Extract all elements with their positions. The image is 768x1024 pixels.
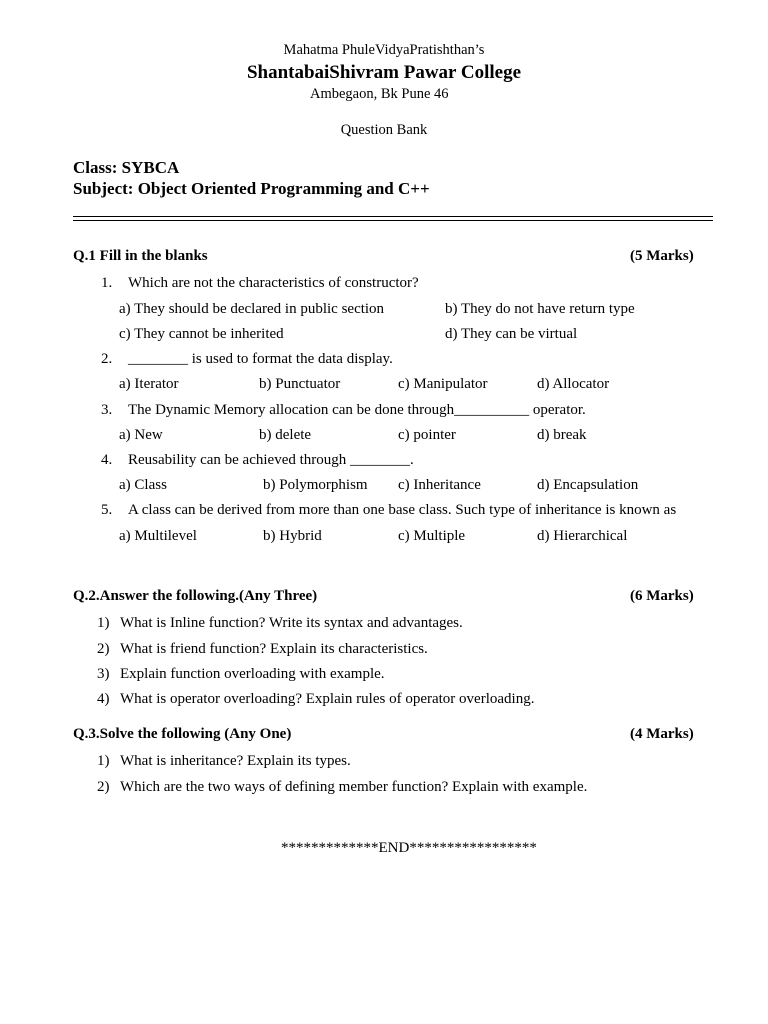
- q1-item-3-option-b: b) delete: [259, 427, 312, 443]
- q1-item-3-option-d: d) break: [537, 427, 587, 443]
- college-address: Ambegaon, Bk Pune 46: [310, 86, 449, 102]
- subject-line: Subject: Object Oriented Programming and C++: [73, 179, 430, 198]
- q1-item-4-text: Reusability can be achieved through ________.: [128, 452, 414, 468]
- q1-item-5-option-b: b) Hybrid: [263, 528, 322, 544]
- q1-item-2-number: 2.: [101, 351, 113, 367]
- q2-title: Q.2.Answer the following.(Any Three): [73, 588, 318, 604]
- header-rule-bottom: [73, 220, 713, 221]
- q1-item-1-text: Which are not the characteristics of constructor?: [128, 275, 419, 291]
- q1-item-3-option-c: c) pointer: [398, 427, 456, 443]
- q3-title: Q.3.Solve the following (Any One): [73, 726, 292, 742]
- q2-item-1-text: What is Inline function? Write its syntax and advantages.: [120, 615, 463, 631]
- q3-item-2-text: Which are the two ways of defining member function? Explain with example.: [120, 779, 588, 795]
- q3-marks: (4 Marks): [630, 726, 694, 742]
- q1-marks: (5 Marks): [630, 248, 694, 264]
- header-rule-top: [73, 216, 713, 217]
- q1-item-1-option-a: a) They should be declared in public section: [119, 301, 385, 317]
- document-type: Question Bank: [340, 122, 428, 138]
- q1-item-3-text: The Dynamic Memory allocation can be done through__________ operator.: [128, 402, 586, 418]
- q1-item-5-option-c: c) Multiple: [398, 528, 466, 544]
- q1-item-1-option-c: c) They cannot be inherited: [119, 326, 284, 342]
- q3-item-1-number: 1): [97, 753, 110, 769]
- q1-item-5-option-d: d) Hierarchical: [537, 528, 628, 544]
- q1-title: Q.1 Fill in the blanks: [73, 248, 208, 264]
- q1-item-3-option-a: a) New: [119, 427, 163, 443]
- q1-item-5-text: A class can be derived from more than one base class. Such type of inheritance is known as: [128, 502, 677, 518]
- q1-item-1-option-b: b) They do not have return type: [445, 301, 635, 317]
- trust-name: Mahatma PhuleVidyaPratishthan’s: [283, 42, 485, 58]
- q1-item-2-option-b: b) Punctuator: [259, 376, 341, 392]
- q2-item-2-text: What is friend function? Explain its characteristics.: [120, 641, 428, 657]
- q1-item-4-option-b: b) Polymorphism: [263, 477, 368, 493]
- q2-item-4-text: What is operator overloading? Explain rules of operator overloading.: [120, 691, 535, 707]
- q1-item-2-option-a: a) Iterator: [119, 376, 179, 392]
- q2-item-2-number: 2): [97, 641, 110, 657]
- q1-item-4-option-a: a) Class: [119, 477, 167, 493]
- q1-item-4-number: 4.: [101, 452, 113, 468]
- q1-item-1-option-d: d) They can be virtual: [445, 326, 578, 342]
- college-name: ShantabaiShivram Pawar College: [246, 62, 522, 83]
- q1-item-1-number: 1.: [101, 275, 113, 291]
- q1-item-4-option-c: c) Inheritance: [398, 477, 481, 493]
- end-marker: *************END*****************: [281, 840, 537, 856]
- q1-item-2-option-c: c) Manipulator: [398, 376, 488, 392]
- q3-item-1-text: What is inheritance? Explain its types.: [120, 753, 351, 769]
- q1-item-2-text: ________ is used to format the data display.: [128, 351, 393, 367]
- q2-item-4-number: 4): [97, 691, 110, 707]
- q2-item-3-number: 3): [97, 666, 110, 682]
- q1-item-2-option-d: d) Allocator: [537, 376, 610, 392]
- q1-item-4-option-d: d) Encapsulation: [537, 477, 639, 493]
- q1-item-3-number: 3.: [101, 402, 113, 418]
- q1-item-5-number: 5.: [101, 502, 113, 518]
- q3-item-2-number: 2): [97, 779, 110, 795]
- q2-item-3-text: Explain function overloading with example.: [120, 666, 385, 682]
- q2-marks: (6 Marks): [630, 588, 694, 604]
- q2-item-1-number: 1): [97, 615, 110, 631]
- q1-item-5-option-a: a) Multilevel: [119, 528, 197, 544]
- class-line: Class: SYBCA: [73, 158, 180, 177]
